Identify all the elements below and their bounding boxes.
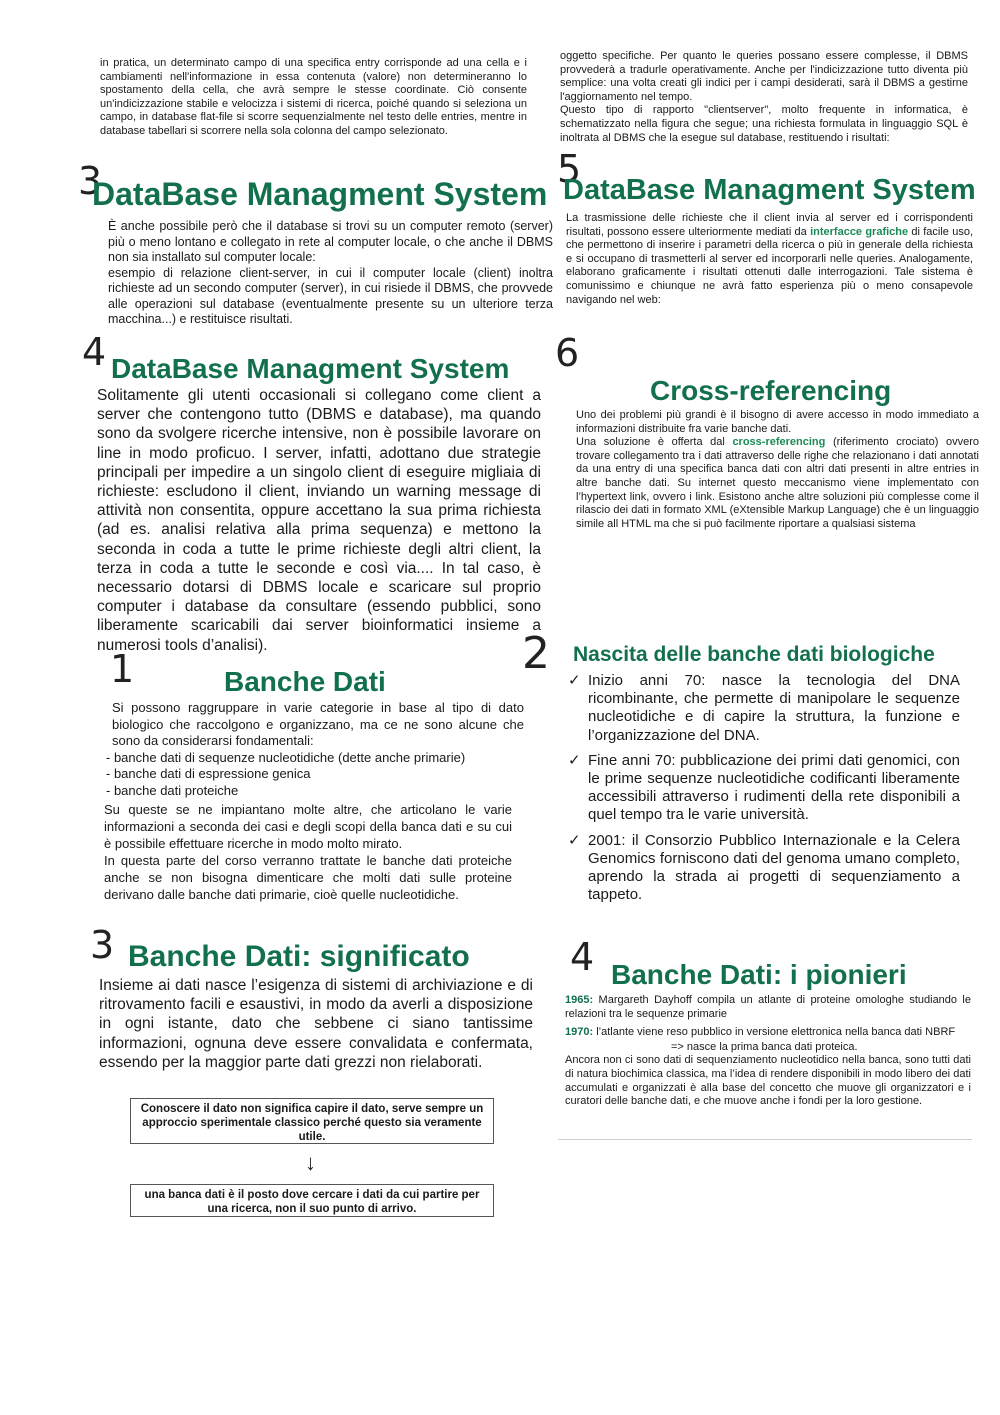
dbms3-body (108, 219, 553, 328)
banche-intro: Si possono raggruppare in varie categorie in base al tipo di dato biologico che raccolgono e organizzano, ma ce ne sono alcune che sono da considerarsi fondamentali: (112, 700, 524, 748)
handwritten-number: 3 (78, 159, 103, 203)
cross-referencing-highlight: cross-referencing (732, 436, 826, 449)
top-right-paragraph: oggetto specifiche. Per quanto le queries possano essere complesse, il DBMS provvederà a tradurle operativamente. Anche per l'indicizzazione tutto diventa più semplice: una volta creati gli indici per i campi desiderati, sarà il DBMS a gestirne l'aggiornamento nel tempo. (560, 50, 968, 103)
list-item: - banche dati proteiche (106, 782, 239, 798)
pionieri-body (565, 994, 971, 1109)
section-title: DataBase Managment System (111, 353, 510, 384)
top-right-paragraph-2: Questo tipo di rapporto "clientserver", molto frequente in informatica, è schematizzato nella figura che segue; una richiesta formulata in linguaggio SQL è inoltrata al DBMS che la esegue sul database, restituendo i risultati: (560, 104, 968, 144)
nascita-body (568, 672, 960, 911)
banche-body (104, 700, 524, 903)
cross-paragraph-2: Una soluzione è offerta dal cross-referencing (riferimento crociato) ovvero trovare collegamento tra i dati attraverso delle righe che relazionano i dati annotati da una entry di una specifica banca dati con altri dati presenti in altre entries in altre banche dati. Su internet questo meccanismo viene implementato con l’hypertext link, ovvero i link. Esistono anche altre soluzioni più complesse come il rilascio dei dati in formato XML (eXtensible Markup Language) che è un linguaggio simile all HTML ma che si può facilmente riportare a qualsiasi sistema (576, 436, 979, 530)
section-title: DataBase Managment System (92, 176, 548, 212)
handwritten-number: 3 (90, 923, 115, 967)
section-title: Banche Dati: significato (128, 940, 470, 973)
banche-list (106, 750, 524, 800)
section-title: Banche Dati: i pionieri (611, 959, 907, 990)
section-title: Banche Dati (224, 666, 386, 697)
cross-body (576, 409, 979, 531)
timeline-1970: 1970: l’atlante viene reso pubblico in versione elettronica nella banca dati NBRF (565, 1026, 956, 1039)
year-label: 1965: (565, 994, 594, 1006)
list-item: - banche dati di sequenze nucleotidiche (dette anche primarie) (106, 749, 466, 765)
section-title: DataBase Managment System (563, 174, 976, 206)
list-item: - banche dati di espressione genica (106, 766, 311, 781)
handwritten-number: 4 (570, 935, 595, 979)
handwritten-number: 6 (555, 331, 580, 375)
banche-paragraph-2: Su queste se ne impiantano molte altre, che articolano le varie informazioni a seconda dei casi e degli scopi della banca dati e su cui è possibile effettuare ricerche in modo molto mirato. (104, 802, 512, 851)
divider (558, 1139, 972, 1140)
arrow-note: => nasce la prima banca dati proteica. (671, 1040, 858, 1053)
section-title: Cross-referencing (650, 375, 892, 406)
significato-paragraph: Insieme ai dati nasce l’esigenza di sistemi di archiviazione e di ritrovamento facili e esaustivi, in modo da averli a disposizione in ogni istante, dato che sebbene ci siano tantissime informazioni, ognuna deve essere convalidata e confermata, essendo per la maggior parte dati grezzi non rielaborati. (99, 977, 533, 1071)
list-item: ✓ 2001: il Consorzio Pubblico Internazionale e la Celera Genomics forniscono dati del genoma umano completo, aprendo la strada ai progetti di sequenziamento a tappeto. (568, 832, 960, 905)
dbms3-paragraph-2: esempio di relazione client-server, in cui il computer locale (client) inoltra richieste ad un secondo computer (server), in cui risiede il DBMS, che provvede alle operazioni sul database (eventualmente presente su un ulteriore terza macchina...) e restituisce risultati. (108, 265, 553, 326)
conclusion-box: una banca dati è il posto dove cercare i dati da cui partire per una ricerca, non il suo punto di arrivo. (130, 1184, 494, 1217)
down-arrow-icon: ↓ (305, 1150, 316, 1175)
list-item: ✓ Inizio anni 70: nasce la tecnologia del DNA ricombinante, che permette di manipolare le sequenze nucleotidiche e di capire la struttura, la funzione e l’organizzazione del DNA. (568, 672, 960, 745)
timeline-1965: 1965: Margareth Dayhoff compila un atlante di proteine omologhe studiando le relazioni tra le sequenze primarie (565, 994, 971, 1020)
nascita-list (568, 672, 960, 904)
year-label: 1970: (565, 1026, 594, 1039)
pionieri-paragraph: Ancora non ci sono dati di sequenziamento nucleotidico nella banca, sono tutti dati di natura biochimica classica, ma l’idea di rendere disponibili in modo libero dei dati accumulati e organizzati è alla base del concetto che muove gli organizzatori e i curatori delle banche dati, e che muove anche i fondi per la loro gestione. (565, 1054, 971, 1108)
handwritten-number: 2 (522, 628, 550, 679)
top-right-block (560, 50, 968, 145)
handwritten-number: 5 (557, 147, 582, 191)
handwritten-number: 1 (110, 647, 135, 691)
note-box: Conoscere il dato non significa capire il dato, serve sempre un approccio sperimentale classico perché questo sia veramente utile. (130, 1098, 494, 1144)
cross-paragraph-1: Uno dei problemi più grandi è il bisogno di avere accesso in modo immediato a informazioni distribuite fra varie banche dati. (576, 409, 979, 435)
section-title: Nascita delle banche dati biologiche (573, 643, 935, 666)
list-item: ✓ Fine anni 70: pubblicazione dei primi dati genomici, con le prime sequenze nucleotidiche codificanti liberamente accessibili attraverso i rudimenti della rete disponibili a quel tempo tra le varie università. (568, 752, 960, 825)
banche-paragraph-3: In questa parte del corso verranno trattate le banche dati proteiche anche se non bisogna dimenticare che molti dati sulle proteine derivano dalle banche dati primarie, cioè quelle nucleotidiche. (104, 853, 512, 902)
top-left-paragraph: in pratica, un determinato campo di una specifica entry corrisponde ad una cella e i cambiamenti nell'informazione in essa contenuta (valore) non determineranno lo spostamento della cella, che avrà sempre le stesse coordinate. Ciò consente un'indicizzazione stabile e velocizza i sistemi di ricerca, poiché quando si seleziona un campo, in database flat-file si scorre sequenzialmente nel testo delle entries, mentre in database tabellari si scorrere nella sola colonna del campo selezionato. (100, 57, 527, 137)
dbms5-paragraph: La trasmissione delle richieste che il client invia al server ed i corrispondenti risultati, possono essere ulteriormente mediati da interfacce grafiche di facile uso, che permettono di inserire i parametri della ricerca o più in generale della richiesta e si occupano di trasmetterli al server ed incorporarli nelle queries. Analogamente, elaborano graficamente i risultati ottenuti dalle interrogazioni. Tale sistema è comunissimo e chiunque ne avrà fatto esperienza più o meno consapevole navigando nel web: (566, 212, 973, 306)
interfacce-grafiche-highlight: interfacce grafiche (810, 225, 909, 238)
dbms3-paragraph-1: È anche possibile però che il database si trovi su un computer remoto (server) più o meno lontano e collegato in rete al computer locale, o che anche il DBMS non sia installato sul computer locale: (108, 219, 553, 264)
dbms4-paragraph: Solitamente gli utenti occasionali si collegano come client a server che contengono tutto (DBMS e database), ma quando sono da svolgere ricerche intensive, non è possibile lavorare on line in modo proficuo. I server, infatti, adottano due strategie principali per impedire a un singolo client di eseguire migliaia di richieste: escludono il client, inviando un warning message di attività non consentita, oppure accettano la sua prima richiesta (ad es. analisi relativa alla prima sequenza) e mettono la seconda in coda a tutte le prime richieste degli altri client, la terza in coda a tutte le seconde e così via.... In tal caso, è necessario dotarsi di DBMS locale e scaricare sul proprio computer i database da consultare (essendo pubblici, sono liberamente scaricabili dai server bioinformatici insieme a numerosi tools d’analisi). (97, 387, 541, 654)
handwritten-number: 4 (82, 330, 107, 374)
